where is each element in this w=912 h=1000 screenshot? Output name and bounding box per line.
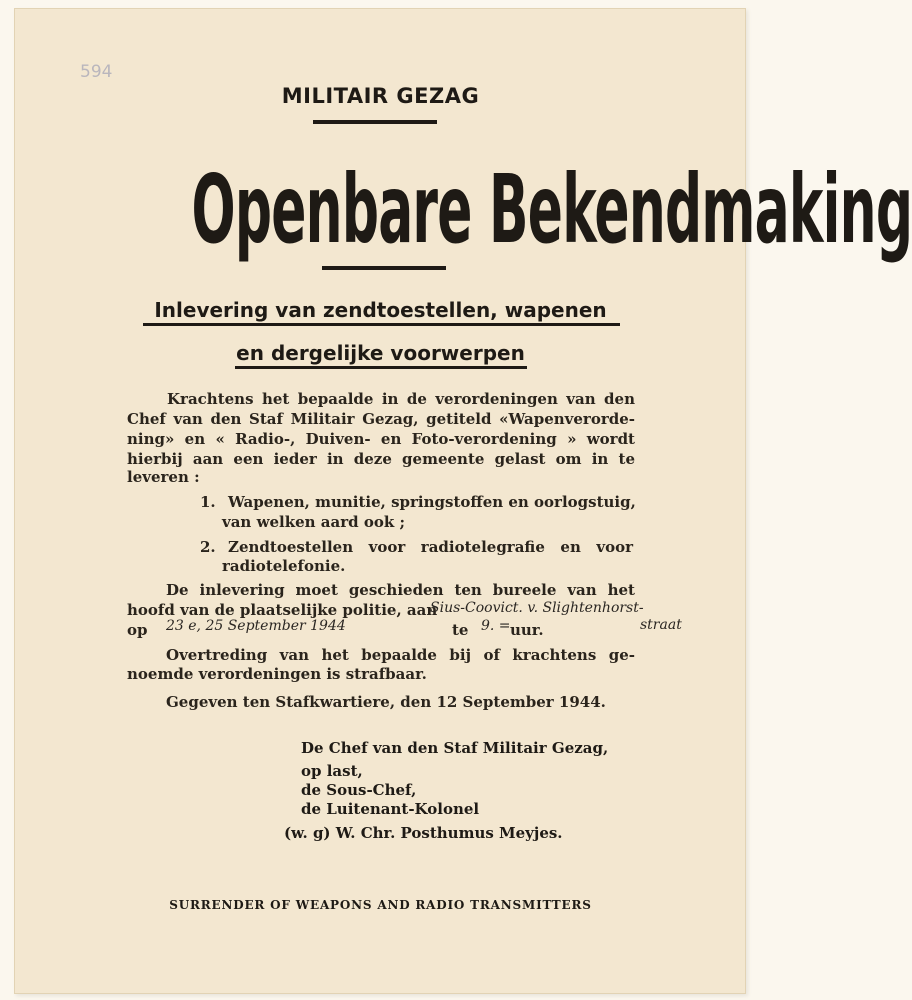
delivery-uur: uur. <box>510 621 544 639</box>
intro-line: Krachtens het bepaalde in de verordeningen van den <box>167 390 635 408</box>
delivery-te: te <box>452 621 469 639</box>
delivery-op: op <box>127 621 148 639</box>
violation-line: Overtreding van het bepaalde bij of krachtens ge- <box>166 646 635 664</box>
pencil-archive-mark: 594 <box>80 62 113 82</box>
signature-line: de Luitenant-Kolonel <box>301 800 480 818</box>
signature-line: De Chef van den Staf Militair Gezag, <box>301 739 609 757</box>
violation-line: noemde verordeningen is strafbaar. <box>127 665 427 683</box>
intro-line: Chef van den Staf Militair Gezag, getiteld «Wapenverorde- <box>127 410 635 428</box>
handwritten-date: 23 e, 25 September 1944 <box>166 618 346 634</box>
item-text: Zendtoestellen voor radiotelegrafie en voor <box>228 538 633 556</box>
subtitle-underline-1 <box>143 323 620 326</box>
signature-line: de Sous-Chef, <box>301 781 417 799</box>
item-number: 1. <box>200 493 216 511</box>
delivery-line: De inlevering moet geschieden ten bureele van het <box>166 581 635 599</box>
title-rule <box>322 266 446 270</box>
subtitle-underline-2 <box>235 366 527 369</box>
handwritten-location-cont: straat <box>640 617 682 633</box>
intro-line: hierbij aan een ieder in deze gemeente gelast om in te <box>127 450 635 468</box>
item-number: 2. <box>200 538 216 556</box>
item-text: Wapenen, munitie, springstoffen en oorlogstuig, <box>228 493 636 511</box>
handwritten-location: Sius-Coovict. v. Slightenhorst- <box>430 600 644 616</box>
item-text: radiotelefonie. <box>222 557 346 575</box>
signature-line: op last, <box>301 762 363 780</box>
given-line: Gegeven ten Stafkwartiere, den 12 September 1944. <box>166 693 606 711</box>
delivery-line: hoofd van de plaatselijke politie, aan <box>127 601 438 619</box>
item-text: van welken aard ook ; <box>222 513 405 531</box>
subtitle-line-2: en dergelijke voorwerpen <box>236 341 525 365</box>
header-military-authority: MILITAIR GEZAG <box>281 84 480 108</box>
footer-caption: SURRENDER OF WEAPONS AND RADIO TRANSMITTERS <box>169 898 592 912</box>
poster-title: Openbare Bekendmaking <box>191 154 912 265</box>
subtitle-line-1: Inlevering van zendtoestellen, wapenen <box>154 298 607 322</box>
signature-name: (w. g) W. Chr. Posthumus Meyjes. <box>284 824 563 842</box>
handwritten-time: 9. = <box>481 618 511 634</box>
intro-line: leveren : <box>127 468 200 486</box>
intro-line: ning» en « Radio-, Duiven- en Foto-verordening » wordt <box>127 430 635 448</box>
